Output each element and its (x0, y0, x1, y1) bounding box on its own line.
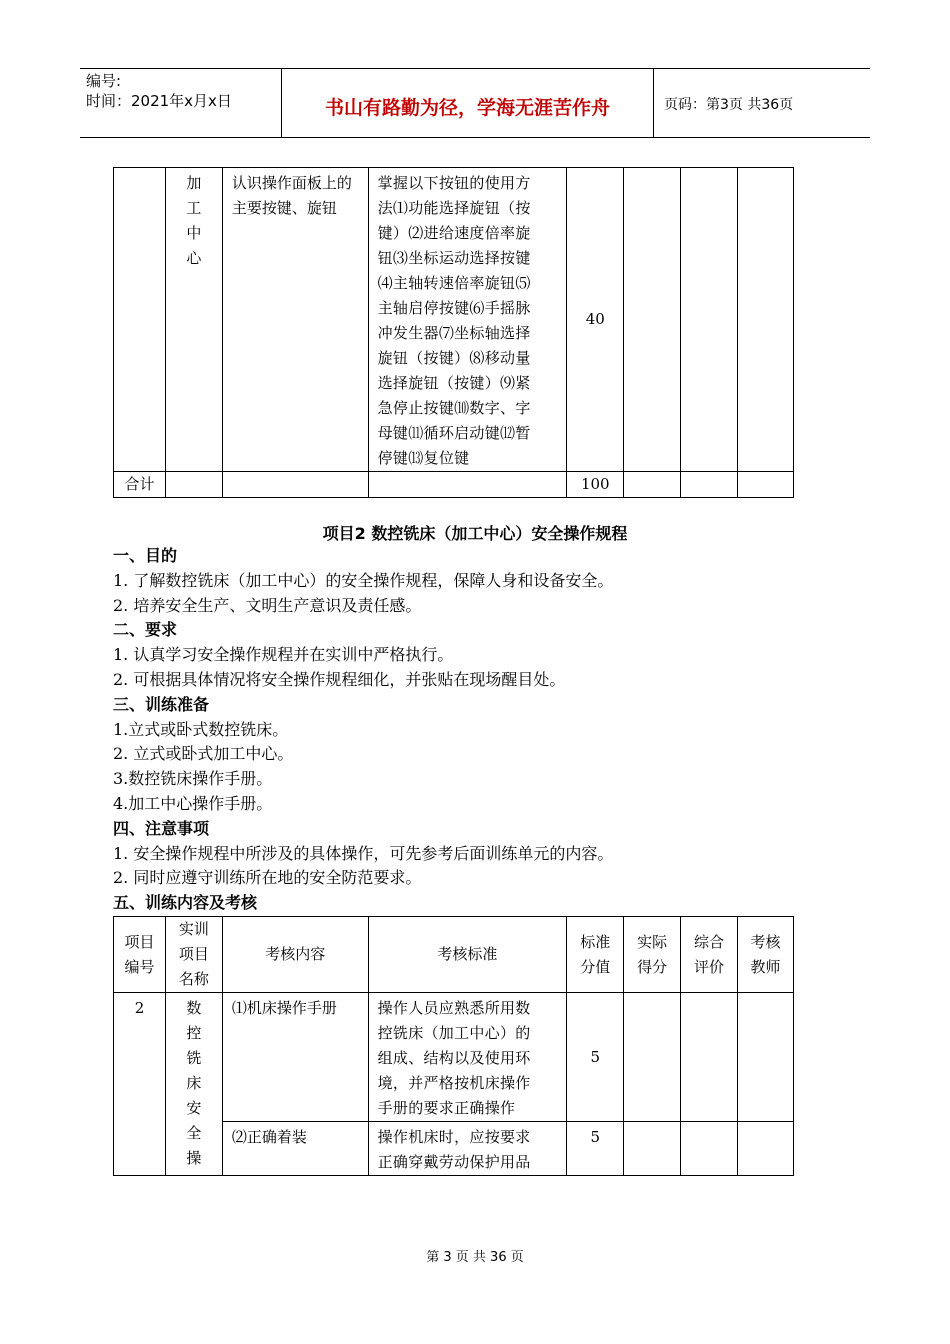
name-char: 安 (186, 1099, 202, 1117)
number-label: 编号: (86, 72, 122, 90)
overall-cell (681, 168, 738, 472)
header-text: 项目 (124, 932, 155, 951)
standard-line: 选择旋钮（按键）⑼紧 (377, 374, 531, 392)
content-cell: ⑴机床操作手册 (222, 993, 368, 1122)
empty-cell (624, 472, 681, 498)
name-char: 床 (186, 1074, 202, 1092)
standard-line: 操作人员应熟悉所用数 (377, 999, 531, 1017)
header-meta (80, 69, 282, 137)
score-cell: 5 (567, 1122, 624, 1176)
standard-line: 急停止按键⑽数字、字 (377, 399, 531, 417)
list-item: 1.立式或卧式数控铣床。 (113, 719, 289, 739)
header-text: 教师 (750, 957, 781, 976)
header-overall (681, 917, 738, 993)
teacher-cell (738, 993, 794, 1122)
standard-cell (368, 168, 567, 472)
empty-cell (222, 472, 368, 498)
section-heading: 三、训练准备 (113, 694, 210, 714)
standard-line: 手册的要求正确操作 (377, 1099, 516, 1117)
empty-cell (368, 472, 567, 498)
standard-line: 旋钮（按键）⑻移动量 (377, 349, 531, 367)
standard-line: 主轴启停按键⑹手摇脉 (377, 299, 531, 317)
header-content: 考核内容 (222, 917, 368, 993)
header-text: 得分 (637, 957, 668, 976)
total-label: 合计 (114, 472, 166, 498)
content-text: 认识操作面板上的主要按键、旋钮 (231, 174, 352, 217)
standard-line: 母键⑾循环启动键⑿暂 (377, 424, 531, 442)
section-heading: 四、注意事项 (113, 818, 210, 838)
header-row (114, 917, 794, 993)
standard-line: 冲发生器⑺坐标轴选择 (377, 324, 531, 342)
actual-cell (624, 993, 681, 1122)
standard-line: 控铣床（加工中心）的 (377, 1024, 531, 1042)
standard-line: 境，并严格按机床操作 (377, 1074, 531, 1092)
list-item: 2. 可根据具体情况将安全操作规程细化，并张贴在现场醒目处。 (113, 669, 566, 689)
list-item: 2. 培养安全生产、文明生产意识及责任感。 (113, 595, 422, 615)
standard-line: 钮⑶坐标运动选择按键 (377, 249, 531, 267)
standard-line: 法⑴功能选择旋钮（按 (377, 199, 531, 217)
table-row (114, 993, 794, 1122)
standard-line: 正确穿戴劳动保护用品 (377, 1153, 531, 1171)
motto: 书山有路勤为径，学海无涯苦作舟 (282, 69, 654, 137)
list-item: 3.数控铣床操作手册。 (113, 769, 273, 789)
table-row (114, 168, 794, 472)
list-item: 1. 安全操作规程中所涉及的具体操作，可先参考后面训练单元的内容。 (113, 843, 614, 863)
name-char: 数 (186, 999, 202, 1017)
teacher-cell (738, 1122, 794, 1176)
list-item: 2. 立式或卧式加工中心。 (113, 744, 294, 764)
body-text (113, 544, 813, 916)
header-text: 综合 (694, 932, 725, 951)
header-teacher (738, 917, 794, 993)
header-actual (624, 917, 681, 993)
name-char: 铣 (186, 1049, 202, 1067)
section-heading: 二、要求 (113, 620, 178, 640)
section-heading: 一、目的 (113, 546, 178, 565)
total-row (114, 472, 794, 498)
header-text: 编号 (124, 957, 155, 976)
header-text: 分值 (580, 957, 611, 976)
name-char: 全 (186, 1124, 202, 1142)
assessment-table-continued (113, 167, 794, 498)
name-char: 操 (186, 1149, 202, 1167)
project-no-cell: 2 (114, 993, 166, 1176)
list-item: 1. 了解数控铣床（加工中心）的安全操作规程，保障人身和设备安全。 (113, 570, 614, 590)
name-char: 控 (186, 1024, 202, 1042)
header-name (165, 917, 222, 993)
teacher-cell (738, 168, 794, 472)
name-char: 加 (186, 174, 202, 192)
time-label: 时间：2021年x月x日 (86, 92, 232, 110)
standard-line: ⑷主轴转速倍率旋钮⑸ (377, 274, 531, 292)
project-title: 项目2 数控铣床（加工中心）安全操作规程 (322, 524, 628, 543)
header-text: 名称 (178, 970, 209, 988)
name-char: 中 (186, 224, 202, 242)
page-code: 页码：第3页 共36页 (664, 97, 794, 113)
standard-cell (368, 1122, 567, 1176)
header-text: 考核 (750, 932, 781, 951)
empty-cell (165, 472, 222, 498)
overall-cell (681, 993, 738, 1122)
score-cell: 5 (567, 993, 624, 1122)
project-no-cell (114, 168, 166, 472)
name-char: 工 (186, 199, 202, 217)
standard-cell (368, 993, 567, 1122)
project-name-cell (165, 168, 222, 472)
assessment-table (113, 916, 794, 1176)
name-char: 心 (186, 249, 202, 267)
total-score: 100 (567, 472, 624, 498)
overall-cell (681, 1122, 738, 1176)
list-item: 4.加工中心操作手册。 (113, 793, 273, 813)
header-score (567, 917, 624, 993)
list-item: 2. 同时应遵守训练所在地的安全防范要求。 (113, 868, 422, 888)
standard-line: 掌握以下按钮的使用方 (377, 174, 531, 192)
actual-cell (624, 168, 681, 472)
empty-cell (681, 472, 738, 498)
empty-cell (738, 472, 794, 498)
header-text: 标准 (580, 932, 611, 951)
page-header (80, 68, 870, 138)
standard-line: 操作机床时，应按要求 (377, 1128, 531, 1146)
header-text: 项目 (178, 945, 209, 963)
project-name-cell (165, 993, 222, 1176)
section-heading: 五、训练内容及考核 (113, 893, 258, 913)
page-footer: 第 3 页 共 36 页 (426, 1250, 524, 1265)
content-cell (222, 168, 368, 472)
header-text: 实训 (178, 920, 209, 938)
header-standard: 考核标准 (368, 917, 567, 993)
standard-line: 组成、结构以及使用环 (377, 1049, 531, 1067)
list-item: 1. 认真学习安全操作规程并在实训中严格执行。 (113, 645, 454, 665)
content-cell: ⑵正确着装 (222, 1122, 368, 1176)
standard-line: 键）⑵进给速度倍率旋 (377, 224, 531, 242)
header-project-no (114, 917, 166, 993)
score-cell: 40 (567, 168, 624, 472)
header-text: 评价 (694, 957, 725, 976)
header-text: 实际 (637, 932, 668, 951)
standard-line: 停键⒀复位键 (377, 449, 470, 467)
actual-cell (624, 1122, 681, 1176)
